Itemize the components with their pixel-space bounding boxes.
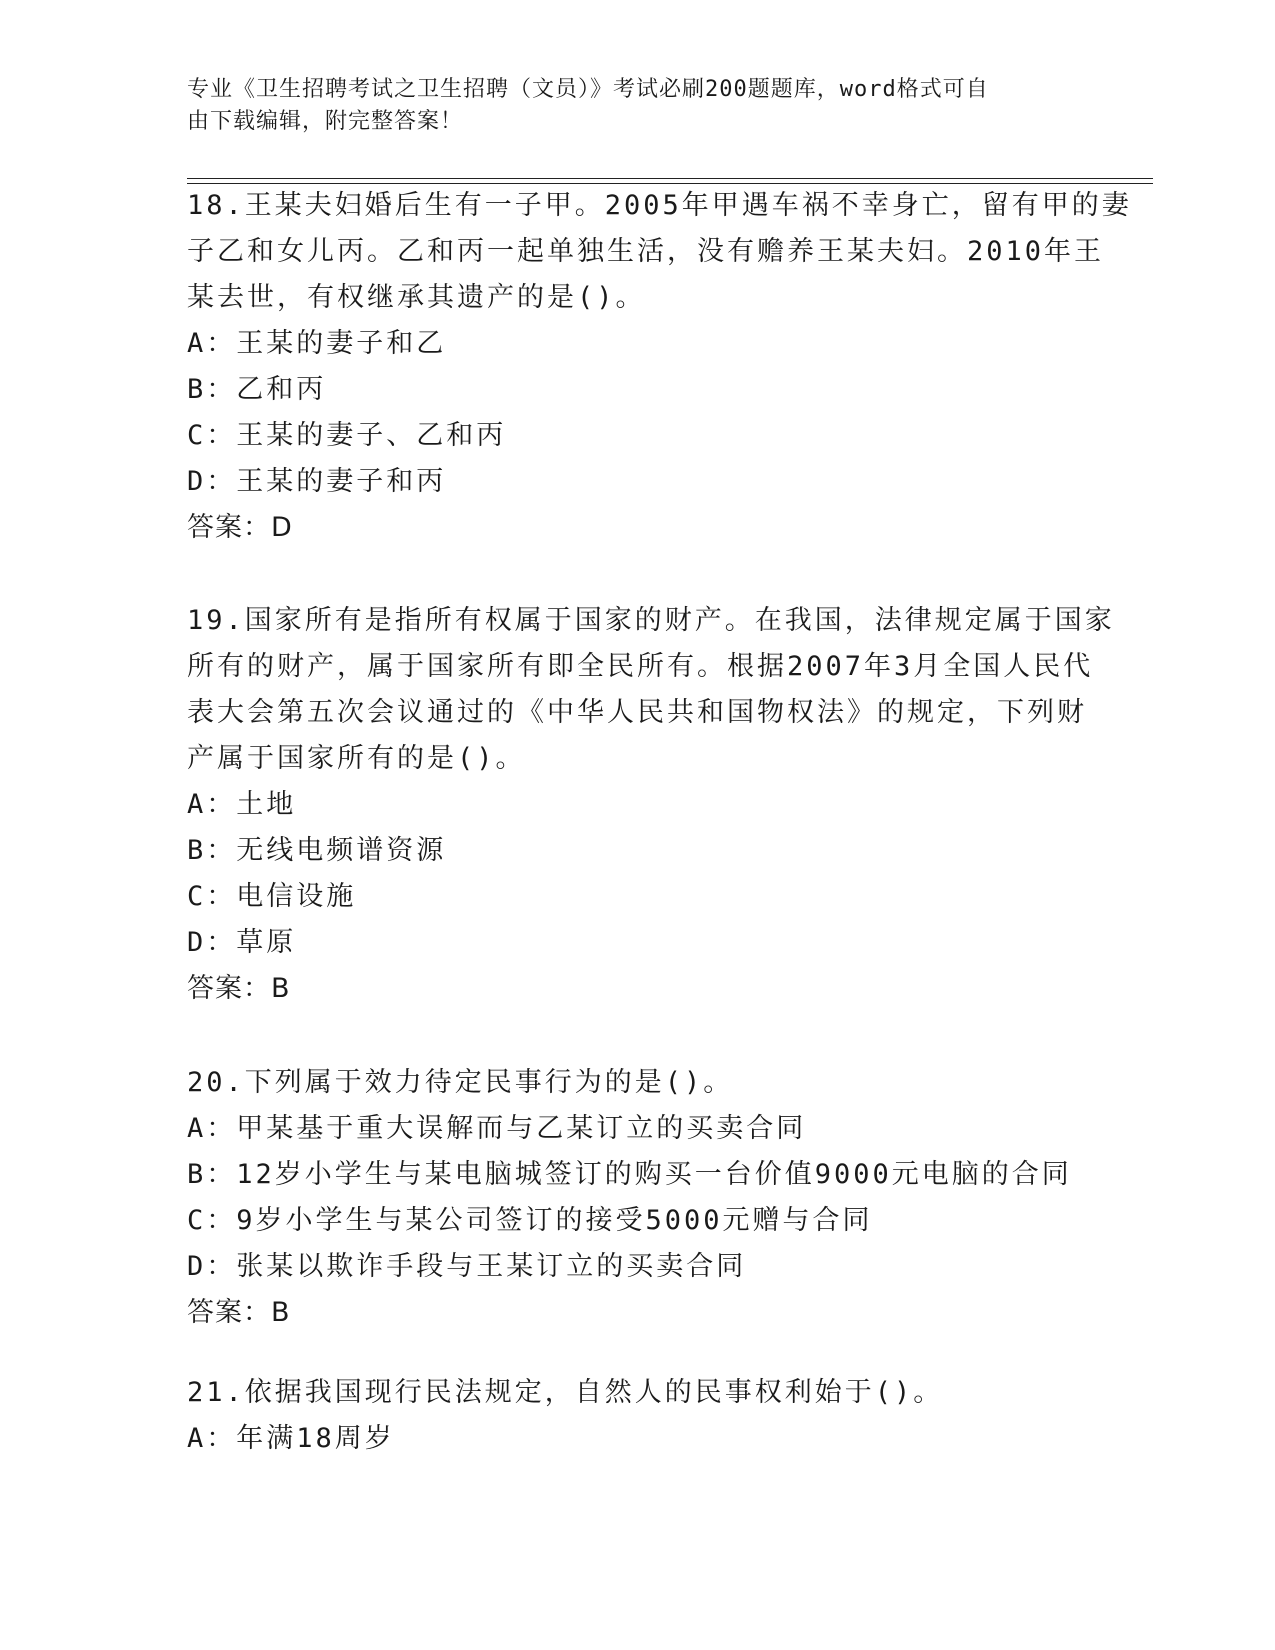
option-d: D：草原 — [187, 927, 297, 958]
option-a: A：王某的妻子和乙 — [187, 328, 447, 359]
answer-label: 答案：D — [187, 512, 293, 543]
question-18 — [187, 183, 1132, 551]
question-20 — [187, 1060, 1087, 1336]
header-divider — [187, 178, 1153, 179]
option-a: A：土地 — [187, 789, 297, 820]
question-stem-line: 18.王某夫妇婚后生有一子甲。2005年甲遇车祸不幸身亡，留有甲的妻 — [187, 190, 1132, 221]
question-stem-line: 19.国家所有是指所有权属于国家的财产。在我国，法律规定属于国家 — [187, 605, 1115, 636]
question-19 — [187, 598, 1115, 1012]
option-b: B：无线电频谱资源 — [187, 835, 447, 866]
question-stem-line: 20.下列属于效力待定民事行为的是()。 — [187, 1067, 734, 1098]
header-line-2: 由下载编辑，附完整答案！ — [187, 109, 464, 134]
question-stem-line: 表大会第五次会议通过的《中华人民共和国物权法》的规定，下列财 — [187, 697, 1087, 728]
option-c: C：王某的妻子、乙和丙 — [187, 420, 507, 451]
option-a: A：年满18周岁 — [187, 1423, 395, 1454]
option-b: B：12岁小学生与某电脑城签订的购买一台价值9000元电脑的合同 — [187, 1159, 1072, 1190]
option-d: D：张某以欺诈手段与王某订立的买卖合同 — [187, 1251, 747, 1282]
question-stem-line: 21.依据我国现行民法规定，自然人的民事权利始于()。 — [187, 1377, 944, 1408]
question-stem-line: 某去世，有权继承其遗产的是()。 — [187, 282, 646, 313]
answer-label: 答案：B — [187, 973, 291, 1004]
question-stem-line: 所有的财产，属于国家所有即全民所有。根据2007年3月全国人民代 — [187, 651, 1094, 682]
option-b: B：乙和丙 — [187, 374, 327, 405]
header-line-1: 专业《卫生招聘考试之卫生招聘（文员）》考试必刷200题题库，word格式可自 — [187, 77, 989, 102]
question-stem-line: 子乙和女儿丙。乙和丙一起单独生活，没有赡养王某夫妇。2010年王 — [187, 236, 1105, 267]
answer-label: 答案：B — [187, 1297, 291, 1328]
document-header — [187, 74, 1067, 138]
option-c: C：9岁小学生与某公司签订的接受5000元赠与合同 — [187, 1205, 873, 1236]
question-21 — [187, 1370, 1087, 1462]
option-a: A：甲某基于重大误解而与乙某订立的买卖合同 — [187, 1113, 807, 1144]
question-stem-line: 产属于国家所有的是()。 — [187, 743, 526, 774]
option-d: D：王某的妻子和丙 — [187, 466, 447, 497]
option-c: C：电信设施 — [187, 881, 357, 912]
